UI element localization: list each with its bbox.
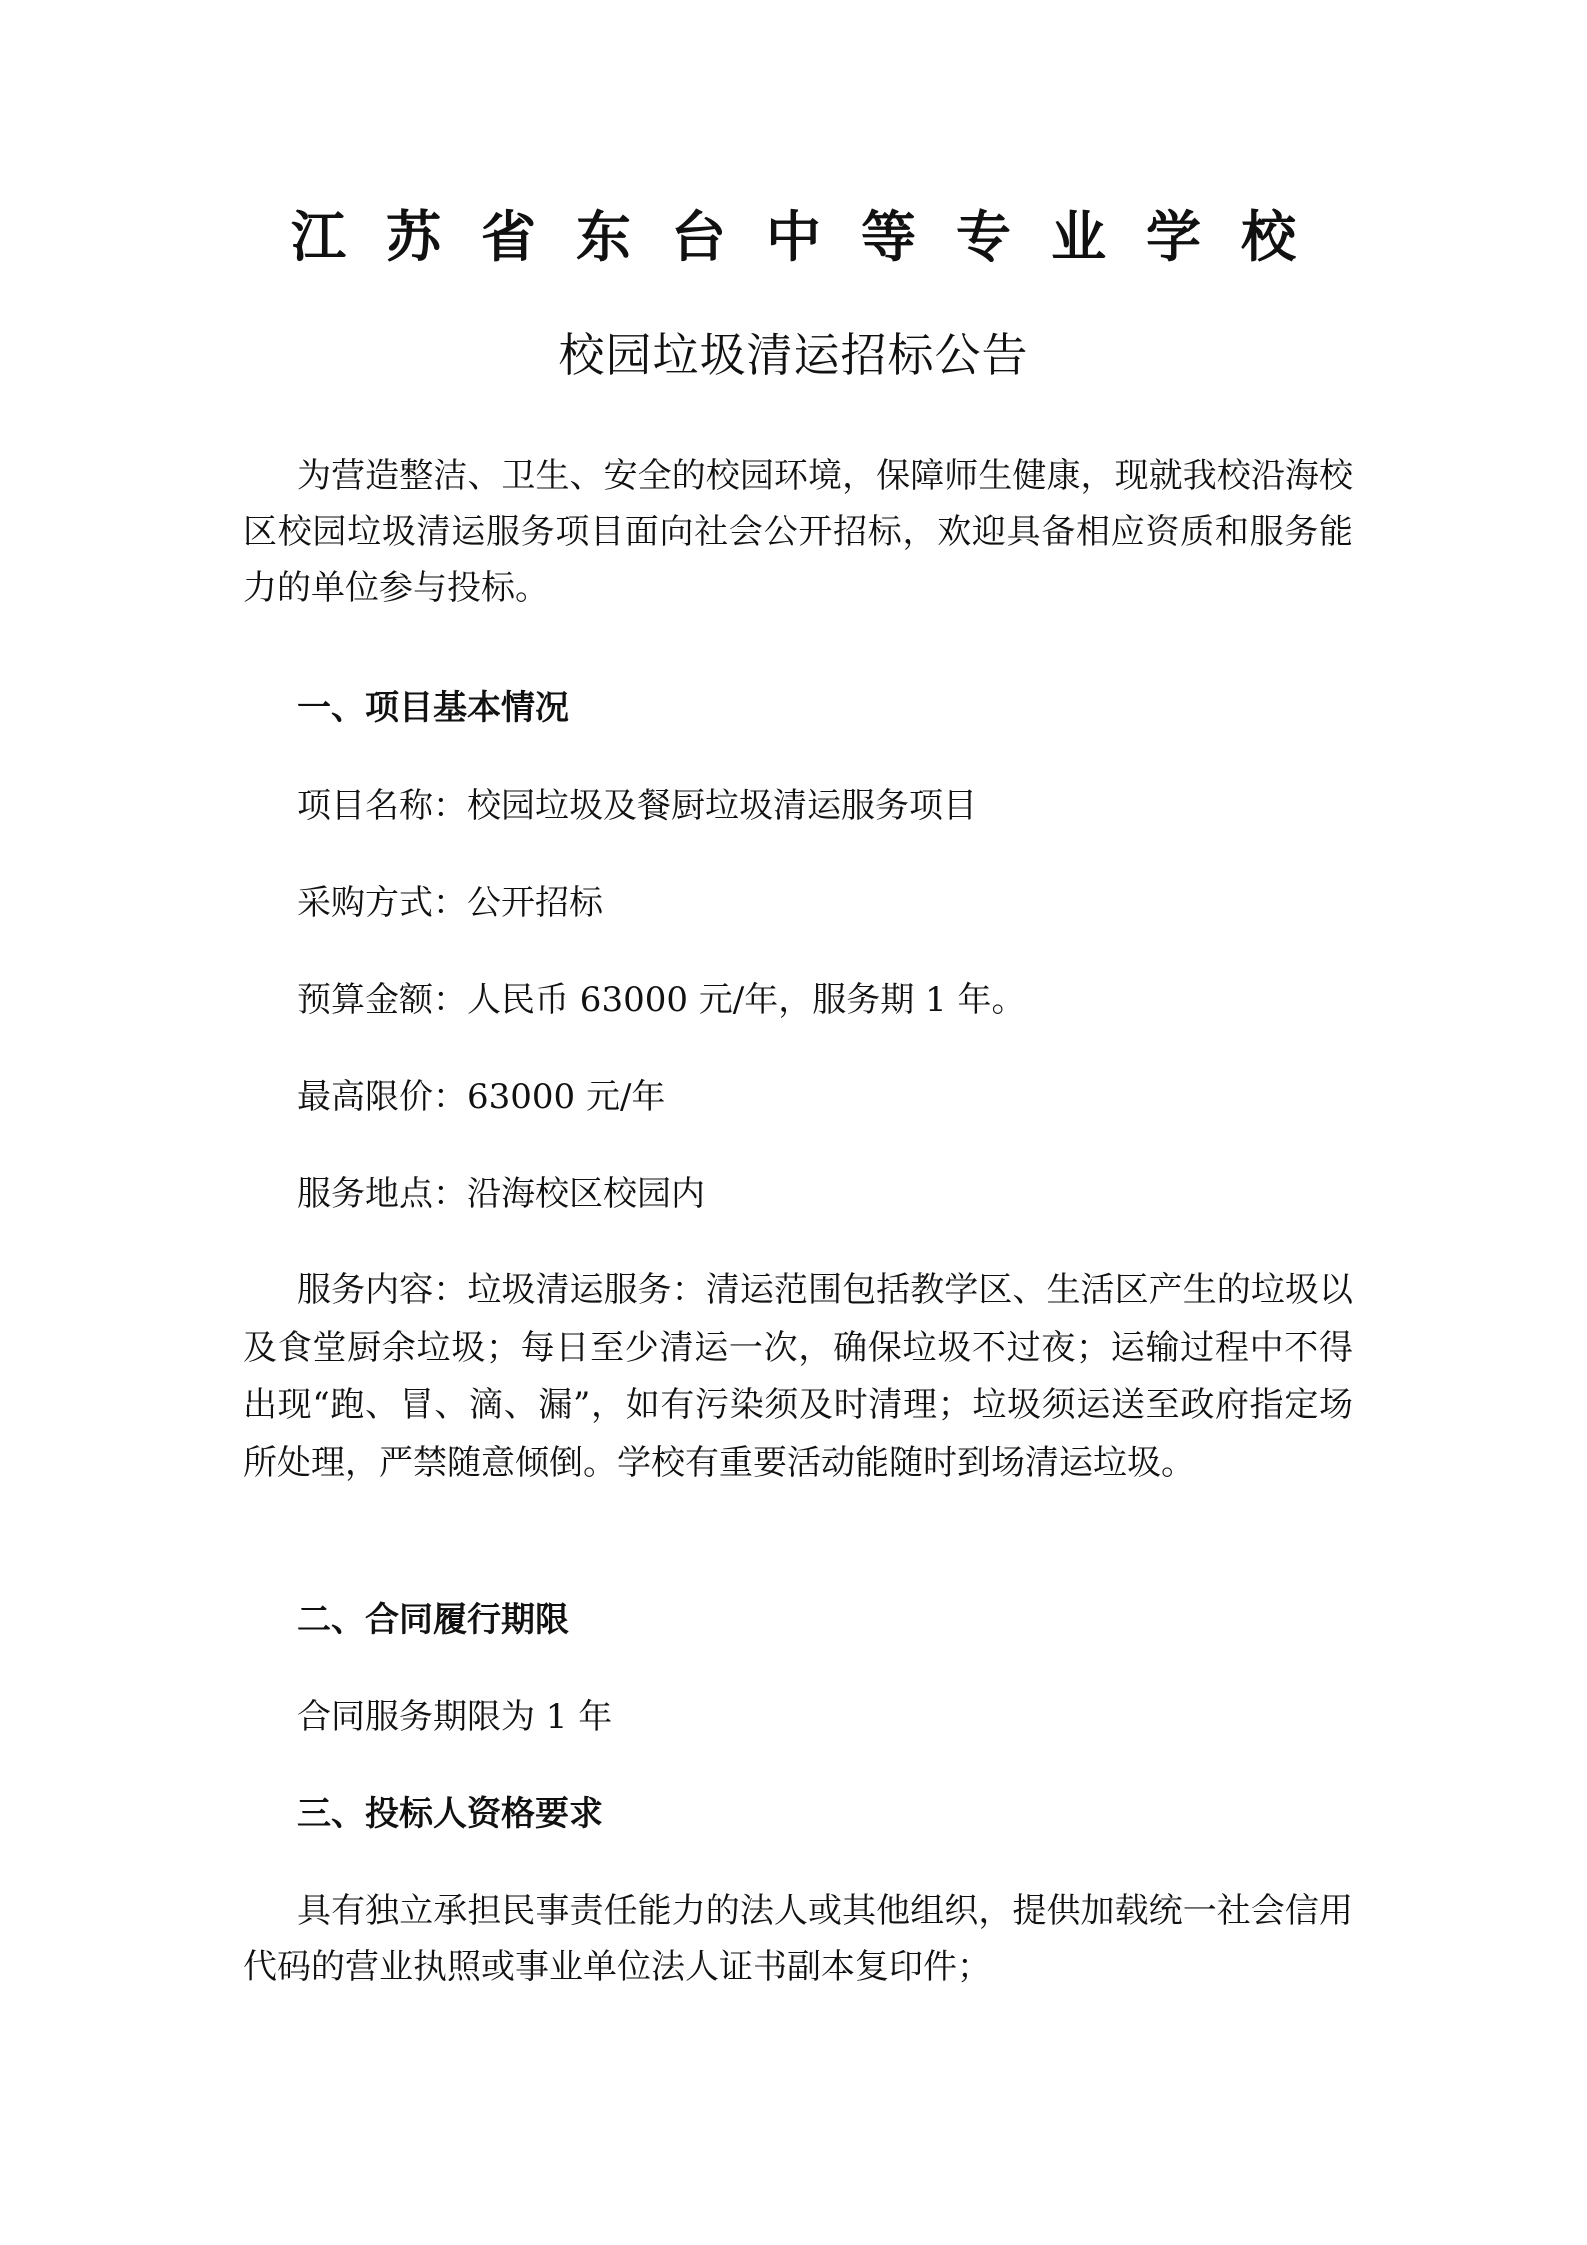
section2-heading: 二、合同履行期限	[297, 1600, 569, 1640]
procurement-method-line: 采购方式：公开招标	[297, 883, 603, 923]
section3-heading: 三、投标人资格要求	[297, 1794, 603, 1834]
intro-paragraph: 为营造整洁、卫生、安全的校园环境，保障师生健康，现就我校沿海校区校园垃圾清运服务项目面向社会公开招标，欢迎具备相应资质和服务能力的单位参与投标。	[243, 456, 1353, 608]
service-location-line: 服务地点：沿海校区校园内	[297, 1174, 705, 1214]
budget-line: 预算金额：人民币 63000 元/年，服务期 1 年。	[297, 980, 1026, 1020]
max-price-line: 最高限价：63000 元/年	[297, 1077, 666, 1117]
project-name-line: 项目名称：校园垃圾及餐厨垃圾清运服务项目	[297, 786, 977, 826]
section1-heading: 一、项目基本情况	[297, 688, 569, 728]
school-title: 江苏省东台中等专业学校	[290, 205, 1336, 269]
contract-term-line: 合同服务期限为 1 年	[297, 1697, 613, 1737]
notice-title: 校园垃圾清运招标公告	[558, 328, 1029, 382]
service-content-paragraph: 服务内容：垃圾清运服务：清运范围包括教学区、生活区产生的垃圾以及食堂厨余垃圾；每日至少清运一次，确保垃圾不过夜；运输过程中不得出现“跑、冒、滴、漏”，如有污染须及时清理；垃圾须运送至政府指定场所处理，严禁随意倾倒。学校有重要活动能随时到场清运垃圾。	[243, 1270, 1353, 1483]
qualification-paragraph: 具有独立承担民事责任能力的法人或其他组织，提供加载统一社会信用代码的营业执照或事业单位法人证书副本复印件；	[243, 1891, 1353, 1987]
